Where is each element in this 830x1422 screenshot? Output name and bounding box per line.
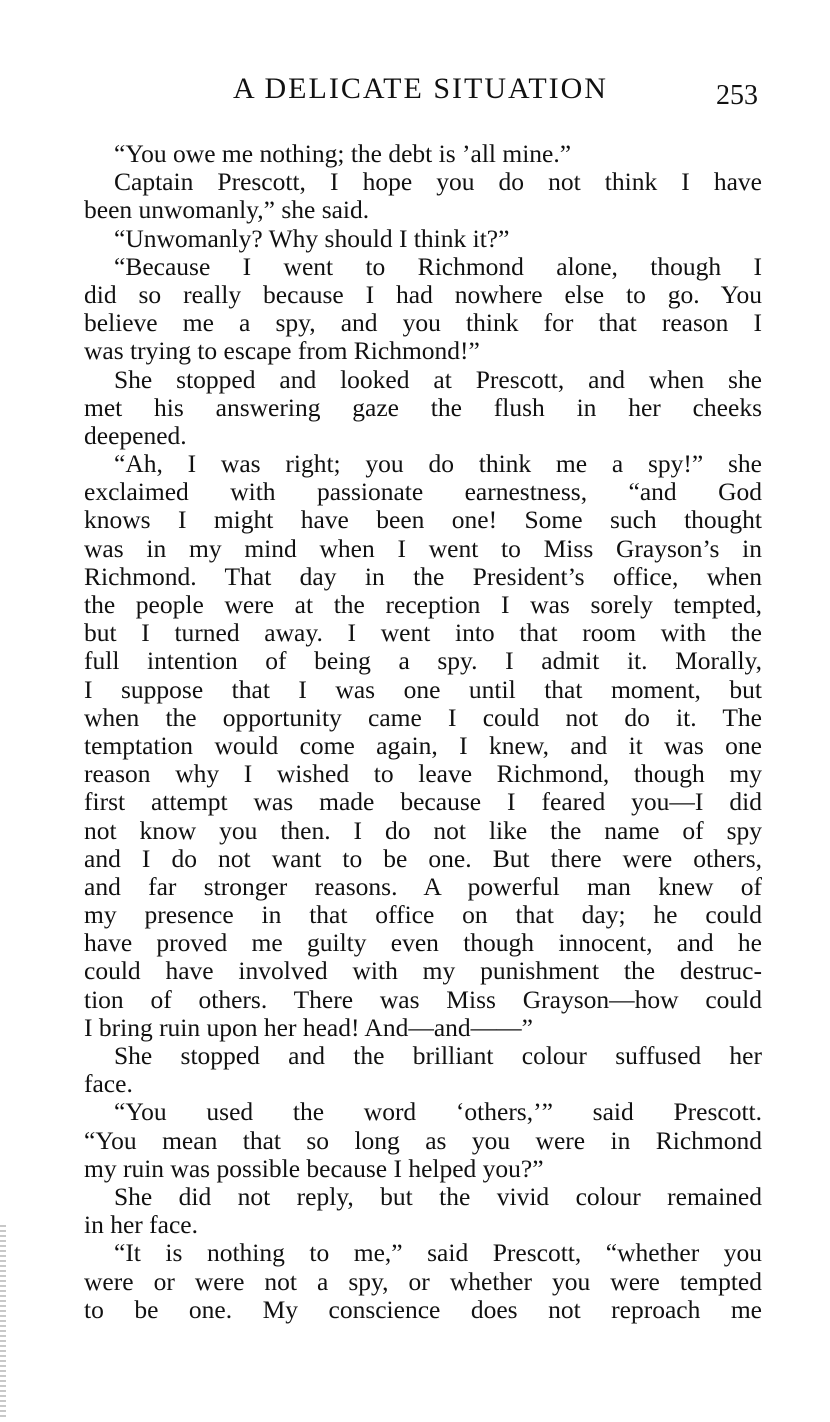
- text-line: my presence in that office on that day; he could: [84, 901, 762, 930]
- text-line: “Because I went to Richmond alone, though I: [114, 252, 762, 281]
- text-line: deepened.: [84, 421, 187, 450]
- text-line: exclaimed with passionate earnestness, “and God: [84, 478, 762, 507]
- text-line: “You used the word ‘others,’” said Prescott.: [114, 1098, 762, 1127]
- text-line: believe me a spy, and you think for that reason I: [84, 309, 762, 338]
- text-line: “You owe me nothing; the debt is ’all mine.”: [114, 140, 572, 168]
- text-line: when the opportunity came I could not do it. The: [84, 703, 762, 732]
- scan-edge-mark: [0, 1225, 6, 1420]
- text-line: and I do not want to be one. But there were others,: [84, 844, 762, 873]
- text-line: met his answering gaze the flush in her cheeks: [84, 393, 762, 422]
- running-head: [0, 68, 830, 114]
- text-line: my ruin was possible because I helped you?”: [84, 1154, 544, 1183]
- text-line: She did not reply, but the vivid colour remained: [114, 1182, 762, 1211]
- text-line: Richmond. That day in the President’s office, when: [84, 562, 762, 591]
- text-line: full intention of being a spy. I admit it. Morally,: [84, 647, 762, 676]
- text-line: was trying to escape from Richmond!”: [84, 337, 480, 366]
- text-line: to be one. My conscience does not reproach me: [84, 1295, 762, 1324]
- text-line: tion of others. There was Miss Grayson—how could: [84, 985, 762, 1014]
- text-line: Captain Prescott, I hope you do not think I have: [114, 168, 762, 197]
- body-text: [84, 140, 762, 1324]
- text-line: reason why I wished to leave Richmond, though my: [84, 760, 762, 789]
- text-line: She stopped and looked at Prescott, and when she: [114, 365, 762, 394]
- chapter-title: A DELICATE SITUATION: [233, 72, 608, 105]
- text-line: and far stronger reasons. A powerful man knew of: [84, 872, 762, 901]
- text-line: “It is nothing to me,” said Prescott, “whether you: [114, 1239, 762, 1268]
- page-number: 253: [716, 80, 758, 111]
- text-line: the people were at the reception I was sorely tempted,: [84, 591, 762, 619]
- text-line: was in my mind when I went to Miss Grayson’s in: [84, 534, 762, 563]
- text-line: “You mean that so long as you were in Richmond: [84, 1126, 762, 1155]
- text-line: face.: [84, 1070, 133, 1099]
- text-line: but I turned away. I went into that room with the: [84, 619, 762, 648]
- text-line: were or were not a spy, or whether you were tempted: [84, 1267, 762, 1296]
- text-line: first attempt was made because I feared you—I did: [84, 788, 762, 817]
- text-line: been unwomanly,” she said.: [84, 196, 370, 225]
- text-line: knows I might have been one! Some such thought: [84, 506, 762, 535]
- text-line: I suppose that I was one until that moment, but: [84, 675, 762, 704]
- text-line: I bring ruin upon her head! And—and——”: [84, 1013, 533, 1042]
- text-line: temptation would come again, I knew, and it was one: [84, 731, 762, 760]
- text-line: have proved me guilty even though innocent, and he: [84, 929, 762, 958]
- text-line: “Ah, I was right; you do think me a spy!” she: [114, 450, 762, 479]
- text-line: did so really because I had nowhere else to go. You: [84, 280, 762, 309]
- text-line: “Unwomanly? Why should I think it?”: [114, 224, 510, 253]
- text-line: She stopped and the brilliant colour suffused her: [114, 1042, 762, 1070]
- text-line: in her face.: [84, 1211, 198, 1240]
- text-line: not know you then. I do not like the name of spy: [84, 816, 762, 845]
- text-line: could have involved with my punishment the destruc-: [84, 957, 762, 986]
